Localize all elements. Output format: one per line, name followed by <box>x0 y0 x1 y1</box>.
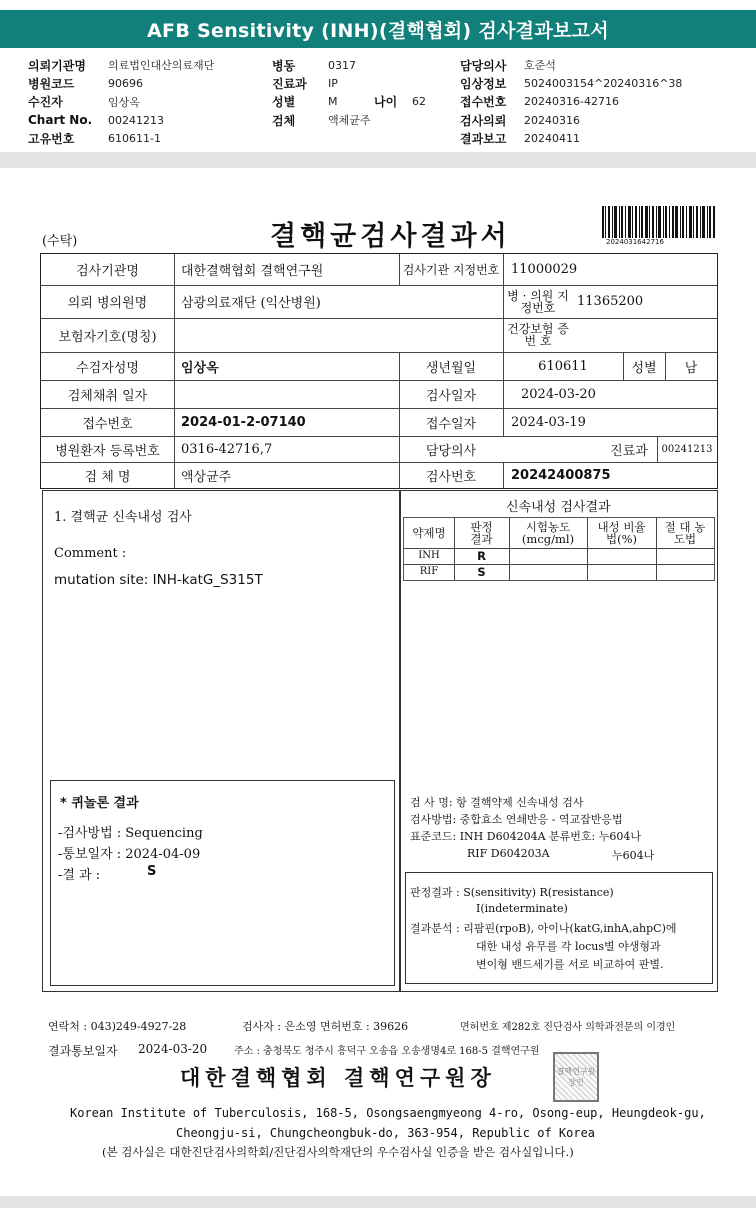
info-label: 수진자 <box>28 95 63 110</box>
info-label: 의뢰기관명 <box>28 58 86 73</box>
seal-text: 결핵연구원장인 <box>556 1067 596 1087</box>
result-rif: S <box>477 565 486 579</box>
susceptibility-table <box>403 517 715 581</box>
dob-label: 생년월일 <box>425 360 477 376</box>
test-method: 검사방법: 중합효소 연쇄반응 - 역교잡반응법 <box>410 813 623 826</box>
scanned-report <box>0 168 756 1196</box>
report-title: 결핵균검사결과서 <box>270 221 511 252</box>
hospital-designation-value: 11365200 <box>577 294 644 309</box>
hospital-designation-label: 병 · 의원 지정번호 <box>507 288 569 315</box>
registration-label: 병원환자 등록번호 <box>55 443 160 459</box>
info-row <box>28 74 214 92</box>
analysis-2: 대한 내성 유무를 각 locus별 야생형과 <box>476 940 661 953</box>
collection-date-value <box>181 380 396 408</box>
info-value: M <box>328 95 338 109</box>
dept-value: 00241213 <box>661 443 713 455</box>
info-label: 병원코드 <box>28 76 75 91</box>
insured-value <box>181 318 501 352</box>
info-value: 0317 <box>328 58 356 72</box>
barcode-number: 2024031642716 <box>606 238 664 246</box>
info-value: IP <box>328 76 338 90</box>
info-label: 결과보고 <box>460 131 507 146</box>
test-no-value: 20242400875 <box>511 467 611 483</box>
license-info: 면허번호 제282호 진단검사 의학과전문의 이경인 <box>460 1022 676 1033</box>
analysis-1: 결과분석 : 리팜핀(rpoB), 아이나(katG,inhA,ahpC)에 <box>410 922 677 935</box>
test-no-label: 검사번호 <box>425 469 477 485</box>
report-banner <box>0 10 756 48</box>
info-label: 고유번호 <box>28 131 75 146</box>
health-insurance-value <box>577 318 707 352</box>
info-row <box>460 129 682 147</box>
info-value: 20240316-42716 <box>524 95 619 109</box>
designation-value: 11000029 <box>511 262 578 277</box>
standard-code-2-class: 누604나 <box>612 849 655 862</box>
info-value: 20240316 <box>524 113 580 127</box>
age-value: 62 <box>412 95 426 109</box>
test-date-label: 검사일자 <box>425 388 477 404</box>
info-label: 성별 <box>272 95 296 110</box>
english-address-2: Cheongju-si, Chungcheongbuk-do, 363-954, Republic of Korea <box>176 1126 596 1140</box>
org-value: 대한결핵협회 결핵연구원 <box>181 264 324 279</box>
hospital-label: 의뢰 병의원명 <box>67 296 148 311</box>
analysis-3: 변이형 밴드세기를 서로 비교하여 판별. <box>476 958 664 971</box>
info-label: Chart No. <box>28 113 93 128</box>
report-date-label: 결과통보일자 <box>48 1044 118 1058</box>
section-heading: 1. 결핵균 신속내성 검사 <box>54 510 192 525</box>
hospital-value: 삼광의료재단 (익산병원) <box>181 296 321 311</box>
quinolone-date: -통보일자 : 2024-04-09 <box>58 847 201 862</box>
info-label: 진료과 <box>272 76 307 91</box>
doctor-label: 담당의사 <box>425 443 477 459</box>
institute-name: 대한결핵협회 결핵연구원장 <box>180 1066 496 1090</box>
info-value: 의료법인대산의료재단 <box>108 59 215 73</box>
report-info-table <box>40 253 718 489</box>
designation-label: 검사기관 지정번호 <box>402 262 500 277</box>
info-column-1 <box>28 56 214 147</box>
drug-inh: INH <box>418 550 440 561</box>
section-divider <box>0 1196 756 1208</box>
drug-rif: RIF <box>419 566 439 577</box>
judgement-2: I(indeterminate) <box>476 902 568 915</box>
quinolone-title: * 퀴놀론 결과 <box>60 796 139 811</box>
test-date-value: 2024-03-20 <box>521 386 596 402</box>
col-concentration: 시험농도 (mcg/ml) <box>521 520 575 546</box>
specimen-value: 액상균주 <box>181 469 232 485</box>
info-row <box>272 56 426 74</box>
quinolone-result: S <box>147 864 157 879</box>
judgement-1: 판정결과 : S(sensitivity) R(resistance) <box>410 886 614 899</box>
registration-value: 0316-42716,7 <box>181 441 273 457</box>
doctor-value <box>507 436 603 462</box>
info-value: 임상옥 <box>108 95 140 109</box>
quinolone-result-label: -결 과 : <box>58 868 101 883</box>
info-label: 접수번호 <box>460 95 507 110</box>
sex-label: 성별 <box>631 360 657 376</box>
info-row <box>460 93 682 111</box>
info-row <box>28 111 214 129</box>
receipt-date-value: 2024-03-19 <box>511 414 586 430</box>
standard-code-2: RIF D604203A <box>467 847 550 860</box>
info-value: 호준석 <box>524 59 556 73</box>
col-absolute: 절 대 농도법 <box>664 520 706 546</box>
info-value: 20240411 <box>524 131 580 145</box>
section-divider <box>0 152 756 168</box>
official-seal <box>553 1052 599 1102</box>
info-row <box>28 56 214 74</box>
receipt-no-label: 접수번호 <box>82 416 133 432</box>
patient-name-value: 임상옥 <box>181 360 219 376</box>
info-label: 검사의뢰 <box>460 113 507 128</box>
table-rule <box>174 254 175 488</box>
contact-info: 연락처 : 043)249-4927-28 <box>48 1020 187 1033</box>
table-rule <box>503 462 504 488</box>
info-row <box>272 111 426 129</box>
sex-value: 남 <box>684 360 698 376</box>
info-value: 액체균주 <box>328 114 371 128</box>
insured-label: 보험자기호(명칭) <box>58 329 157 345</box>
banner-title: AFB Sensitivity (INH)(결핵협회) 검사결과보고서 <box>147 19 609 42</box>
info-row <box>28 93 214 111</box>
info-row <box>460 56 682 74</box>
info-column-3 <box>460 56 682 147</box>
rapid-result-title: 신속내성 검사결과 <box>506 500 611 515</box>
address: 주소 : 충청북도 청주시 흥덕구 오송읍 오송생명4로 168-5 결핵연구원 <box>234 1046 540 1057</box>
info-row <box>460 111 682 129</box>
certification-note: (본 검사실은 대한진단검사의학회/진단검사의학재단의 우수검사실 인증을 받은 검사실입니다.) <box>102 1145 574 1159</box>
english-address-1: Korean Institute of Tuberculosis, 168-5, Osongsaengmyeong 4-ro, Osong-eup, Heungdeok-gu, <box>70 1106 706 1120</box>
info-row <box>28 129 214 147</box>
barcode-image <box>602 206 716 240</box>
info-value: 00241213 <box>108 113 164 127</box>
result-inh: R <box>477 549 486 563</box>
info-label: 검체 <box>272 113 296 128</box>
info-column-2 <box>272 56 426 129</box>
info-label: 임상정보 <box>460 76 507 91</box>
standard-code-1: 표준코드: INH D604204A 분류번호: 누604나 <box>410 830 641 843</box>
patient-name-label: 수검자성명 <box>76 360 139 376</box>
info-row <box>272 93 426 111</box>
report-date: 2024-03-20 <box>138 1042 208 1056</box>
barcode-bars <box>602 206 716 238</box>
dob-value: 610611 <box>538 358 588 374</box>
specimen-label: 검 체 명 <box>84 469 131 485</box>
info-value: 90696 <box>108 76 143 90</box>
consignment-mark: (수탁) <box>42 234 78 249</box>
health-insurance-label: 건강보험 증 번 호 <box>507 322 569 348</box>
table-rule <box>503 254 504 285</box>
mutation-site: mutation site: INH-katG_S315T <box>54 572 263 588</box>
quinolone-method: -검사방법 : Sequencing <box>58 826 203 841</box>
test-name: 검 사 명: 항 결핵약제 신속내성 검사 <box>410 796 584 809</box>
age-label: 나이 <box>374 95 398 110</box>
info-value: 5024003154^20240316^38 <box>524 76 683 90</box>
info-label: 병동 <box>272 58 296 73</box>
info-label: 담당의사 <box>460 58 507 73</box>
tester-info: 검사자 : 은소영 면허번호 : 39626 <box>242 1020 409 1033</box>
col-drug: 약제명 <box>412 526 446 540</box>
receipt-no-value: 2024-01-2-07140 <box>181 414 306 430</box>
col-proportion: 내성 비율법(%) <box>597 520 646 546</box>
info-row <box>272 74 426 92</box>
col-result: 판정 결과 <box>470 520 493 546</box>
comment-label: Comment : <box>54 546 127 561</box>
patient-info-header <box>0 52 756 152</box>
info-row <box>460 74 682 92</box>
collection-date-label: 검체채취 일자 <box>67 388 148 404</box>
dept-label: 진료과 <box>610 443 648 459</box>
info-value: 610611-1 <box>108 131 161 145</box>
receipt-date-label: 접수일자 <box>425 416 477 432</box>
org-label: 검사기관명 <box>76 264 139 279</box>
